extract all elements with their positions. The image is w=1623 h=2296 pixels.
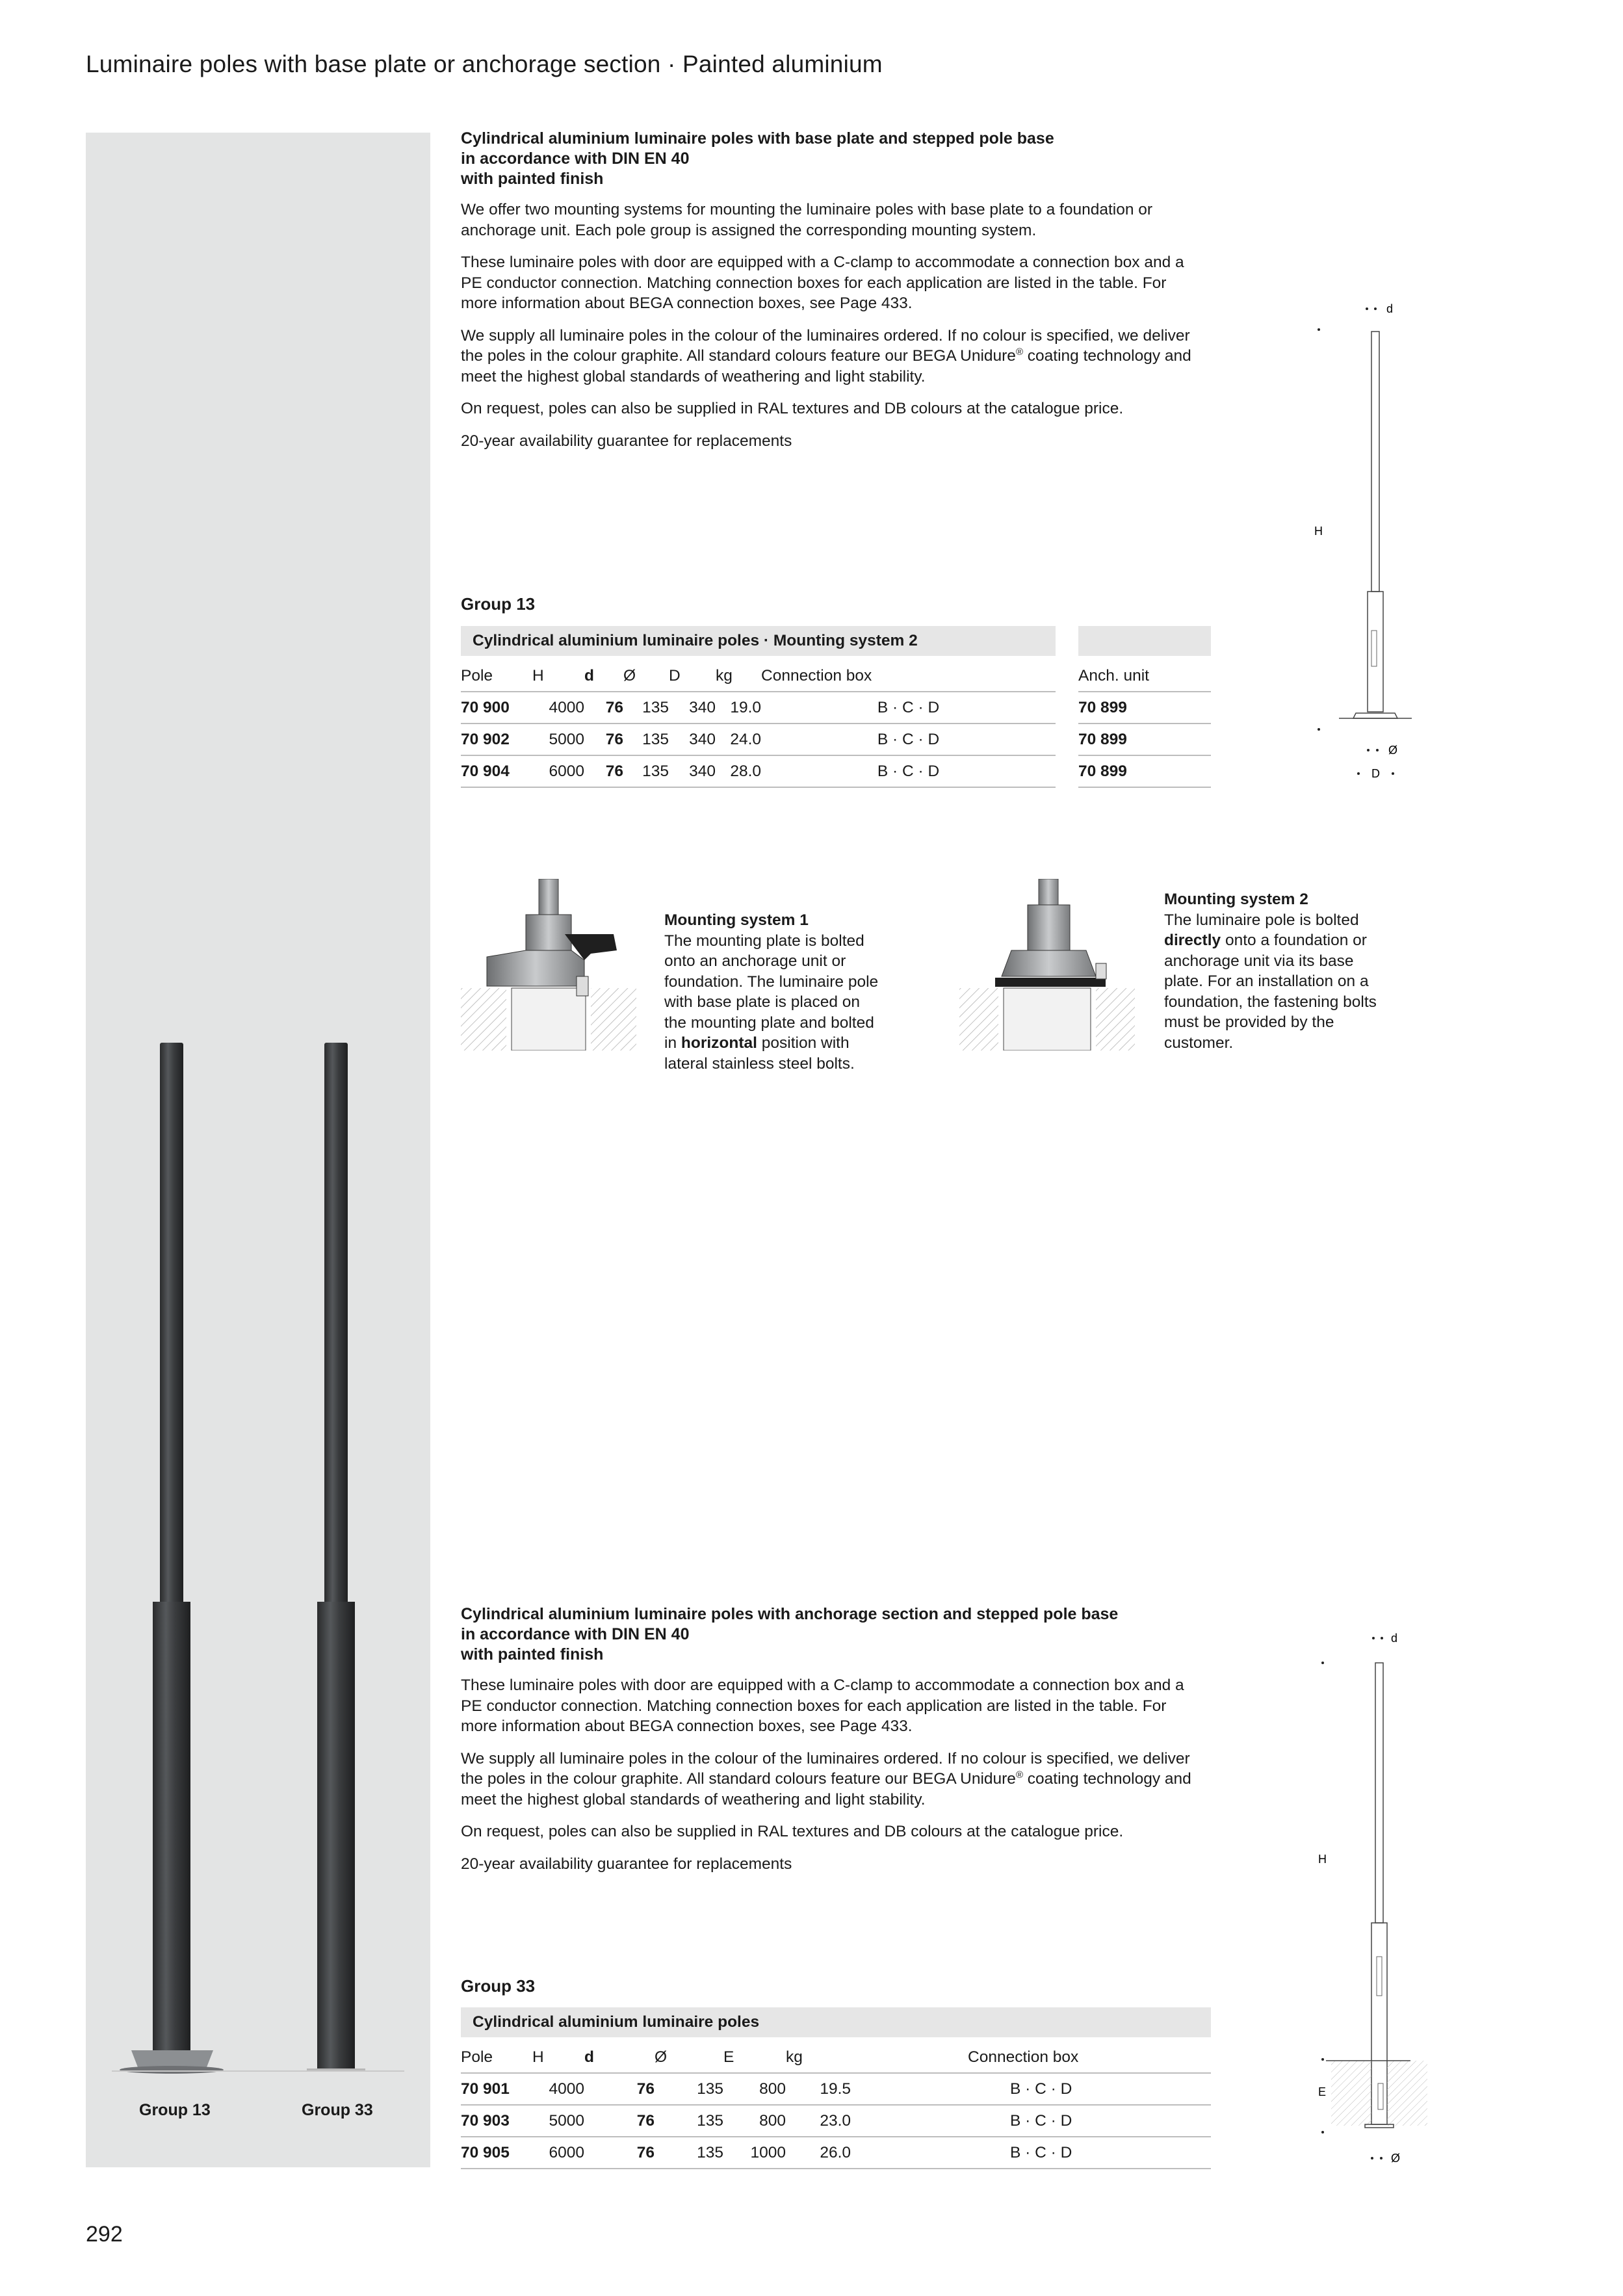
- table-row: 70 902 5000 76 135 340 24.0 B · C · D: [461, 724, 1056, 755]
- col-h: H: [532, 2042, 584, 2073]
- col-connection-box: Connection box: [761, 660, 1056, 692]
- col-d: d: [584, 2042, 655, 2073]
- poles-photo: [86, 133, 430, 2167]
- section2-para-3: On request, poles can also be supplied in RAL textures and DB colours at the catalogue price.: [461, 1823, 1124, 1840]
- col-kg: kg: [716, 660, 761, 692]
- col-pole: Pole: [461, 660, 532, 692]
- group13-label: Group 13: [461, 594, 536, 614]
- mounting-system-2-text: Mounting system 2 The luminaire pole is bolted directly onto a foundation or anchorage unit via its base plate. For an installation on a foundation, the fastening bolts must be provided by the customer.: [1164, 891, 1377, 1052]
- pole-group-33: [307, 1043, 365, 2071]
- col-connection-box: Connection box: [851, 2042, 1211, 2073]
- table-row: 70 899: [1078, 692, 1211, 724]
- section2-text: [461, 1604, 1202, 1886]
- group13-table: [461, 660, 1056, 788]
- dim-big-d-label: D: [1371, 767, 1380, 780]
- page-title: Luminaire poles with base plate or anchorage section · Painted aluminium: [86, 51, 883, 77]
- dim-diameter-label: Ø: [1388, 744, 1398, 757]
- group33-table: [461, 2042, 1211, 2169]
- table-header-row: [461, 660, 1056, 692]
- section1-para-1: We offer two mounting systems for mounting the luminaire poles with base plate to a foundation or anchorage unit. Each pole group is assigned the corresponding mounting system.: [461, 201, 1153, 239]
- col-e: E: [723, 2042, 786, 2073]
- section1-para-5: 20-year availability guarantee for replacements: [461, 432, 792, 450]
- section1-heading-line1: Cylindrical aluminium luminaire poles with base plate and stepped pole base: [461, 129, 1054, 148]
- pole-group-13: [120, 1043, 224, 2074]
- section2-heading-line2: in accordance with DIN EN 40: [461, 1625, 690, 1643]
- section1-text: [461, 129, 1202, 463]
- section2-para-4: 20-year availability guarantee for replacements: [461, 1855, 792, 1873]
- dim-e-label: E: [1318, 2085, 1327, 2098]
- dim-diameter-label: Ø: [1391, 2152, 1401, 2165]
- section2-heading-line1: Cylindrical aluminium luminaire poles with anchorage section and stepped pole base: [461, 1605, 1119, 1623]
- table-row: 70 905 6000 76 135 1000 26.0 B · C · D: [461, 2137, 1211, 2169]
- section2-para-1: These luminaire poles with door are equipped with a C-clamp to accommodate a connection box and a PE conductor connection. Matching connection boxes for each application are listed in the table. For more information about BEGA connection boxes, see Page 433.: [461, 1676, 1184, 1735]
- page-number: 292: [86, 2222, 123, 2247]
- caption-group-33: Group 33: [302, 2101, 373, 2119]
- table-row: 70 900 4000 76 135 340 19.0 B · C · D: [461, 692, 1056, 724]
- group33-label: Group 33: [461, 1976, 536, 1996]
- anch-table-header-band: [1078, 626, 1211, 656]
- mounting-system-1-drawing: [461, 879, 636, 1050]
- table-header-row: [461, 2042, 1211, 2073]
- table-row: 70 903 5000 76 135 800 23.0 B · C · D: [461, 2105, 1211, 2137]
- col-d: d: [584, 660, 623, 692]
- table-row: 70 899: [1078, 755, 1211, 787]
- mounting-system-2-title: Mounting system 2: [1164, 891, 1308, 908]
- dim-d-label: d: [1386, 302, 1394, 315]
- section2-heading-line3: with painted finish: [461, 1645, 604, 1663]
- col-dia: Ø: [623, 660, 669, 692]
- group13-table-title: Cylindrical aluminium luminaire poles · Mounting system 2: [461, 626, 1056, 656]
- section1-heading-line2: in accordance with DIN EN 40: [461, 150, 690, 168]
- dim-h-label: H: [1314, 525, 1323, 538]
- section1-heading: [461, 129, 1176, 189]
- section2-para-2: We supply all luminaire poles in the colour of the luminaires ordered. If no colour is specified, we deliver the poles in the colour graphite. All standard colours feature our BEGA Unidure® coating technology and meet the highest global standards of weathering and light stability.: [461, 1749, 1191, 1808]
- section1-para-3: We supply all luminaire poles in the colour of the luminaires ordered. If no colour is specified, we deliver the poles in the colour graphite. All standard colours feature our BEGA Unidure® coating technology and meet the highest global standards of weathering and light stability.: [461, 326, 1191, 385]
- col-kg: kg: [786, 2042, 851, 2073]
- table-row: 70 901 4000 76 135 800 19.5 B · C · D: [461, 2073, 1211, 2105]
- section2-heading: [461, 1604, 1176, 1665]
- photo-panel: [86, 133, 430, 2167]
- mounting-system-1-title: Mounting system 1: [664, 911, 809, 929]
- pole-dimension-drawing-1: [1300, 296, 1430, 790]
- table-row: 70 899: [1078, 724, 1211, 755]
- mounting-system-2-drawing: [959, 879, 1135, 1050]
- dim-d-label: d: [1391, 1632, 1398, 1645]
- col-h: H: [532, 660, 584, 692]
- mounting-system-1-text: Mounting system 1 The mounting plate is bolted onto an anchorage unit or foundation. The luminaire pole with base plate is placed on the mounting plate and bolted in horizontal position with lateral stainless steel bolts.: [664, 911, 879, 1073]
- section1-heading-line3: with painted finish: [461, 170, 604, 188]
- table-row: 70 904 6000 76 135 340 28.0 B · C · D: [461, 755, 1056, 787]
- col-big-d: D: [669, 660, 716, 692]
- col-dia: Ø: [655, 2042, 723, 2073]
- pole-dimension-drawing-2: [1300, 1625, 1430, 2171]
- section1-para-4: On request, poles can also be supplied in RAL textures and DB colours at the catalogue price.: [461, 400, 1124, 417]
- group33-table-title: Cylindrical aluminium luminaire poles: [461, 2007, 1211, 2037]
- caption-group-13: Group 13: [139, 2101, 211, 2119]
- section1-para-2: These luminaire poles with door are equipped with a C-clamp to accommodate a connection box and a PE conductor connection. Matching connection boxes for each application are listed in the table. For more information about BEGA connection boxes, see Page 433.: [461, 254, 1184, 312]
- col-pole: Pole: [461, 2042, 532, 2073]
- dim-h-label: H: [1318, 1853, 1327, 1866]
- col-anch-unit: Anch. unit: [1078, 660, 1211, 692]
- anch-unit-table: [1078, 660, 1211, 788]
